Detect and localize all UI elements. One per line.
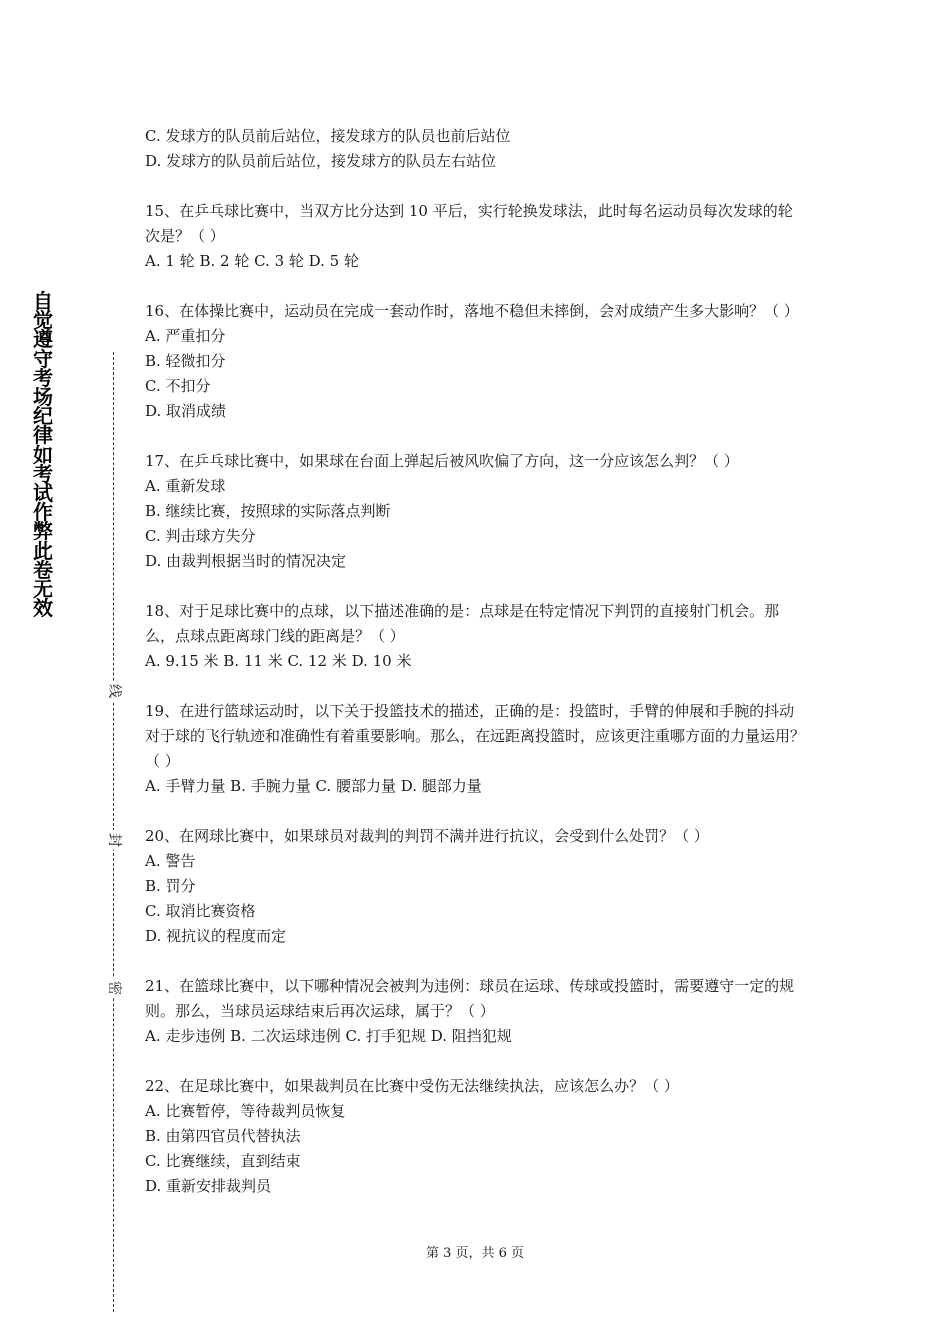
question-text: 18、对于足球比赛中的点球，以下描述准确的是：点球是在特定情况下判罚的直接射门机会。那么，点球点距离球门线的距离是？（ ） [145,602,780,645]
option-line: C. 不扣分 [145,377,211,395]
page-footer: 第 3 页，共 6 页 [425,1246,525,1261]
question-text: 20、在网球比赛中，如果球员对裁判的判罚不满并进行抗议，会受到什么处罚？（ ） [145,827,709,845]
option-line: B. 由第四官员代替执法 [145,1127,301,1145]
seal-line-char-mi: 密 [103,978,125,998]
seal-line-char-xian: 线 [103,681,125,701]
option-line: C. 发球方的队员前后站位，接发球方的队员也前后站位 [145,127,511,145]
option-line: D. 发球方的队员前后站位，接发球方的队员左右站位 [145,152,497,170]
question-16 [145,299,805,424]
question-21 [145,974,805,1049]
question-19 [145,699,805,799]
option-line: A. 手臂力量 B. 手腕力量 C. 腰部力量 D. 腿部力量 [145,777,482,795]
option-line: C. 判击球方失分 [145,527,256,545]
option-line: B. 罚分 [145,877,196,895]
question-text: 21、在篮球比赛中，以下哪种情况会被判为违例：球员在运球、传球或投篮时，需要遵守一定的规则。那么，当球员运球结束后再次运球，属于？（ ） [145,977,795,1020]
option-line: A. 走步违例 B. 二次运球违例 C. 打手犯规 D. 阻挡犯规 [145,1027,512,1045]
option-line: C. 取消比赛资格 [145,902,256,920]
previous-question-options [145,124,805,174]
question-22 [145,1074,805,1199]
question-text: 15、在乒乓球比赛中，当双方比分达到 10 平后，实行轮换发球法，此时每名运动员每次发球的轮次是？（ ） [145,202,793,245]
option-line: B. 轻微扣分 [145,352,226,370]
question-17 [145,449,805,574]
option-line: A. 比赛暂停，等待裁判员恢复 [145,1102,346,1120]
question-18 [145,599,805,674]
question-text: 16、在体操比赛中，运动员在完成一套动作时，落地不稳但未摔倒，会对成绩产生多大影响？（ ） [145,302,799,320]
question-text: 17、在乒乓球比赛中，如果球在台面上弹起后被风吹偏了方向，这一分应该怎么判？（ ） [145,452,739,470]
option-line: A. 重新发球 [145,477,226,495]
option-line: D. 视抗议的程度而定 [145,927,287,945]
option-line: B. 继续比赛，按照球的实际落点判断 [145,502,391,520]
option-line: D. 取消成绩 [145,402,227,420]
exam-discipline-notice: 自觉遵守考场纪律如考试作弊此卷无效 [33,289,53,621]
option-line: D. 由裁判根据当时的情况决定 [145,552,347,570]
option-line: A. 严重扣分 [145,327,226,345]
question-text: 19、在进行篮球运动时，以下关于投篮技术的描述，正确的是：投篮时，手臂的伸展和手腕的抖动对于球的飞行轨迹和准确性有着重要影响。那么，在远距离投篮时，应该更注重哪方面的力量运用？（ ） [145,702,806,770]
option-line: A. 1 轮 B. 2 轮 C. 3 轮 D. 5 轮 [145,252,359,270]
option-line: C. 比赛继续，直到结束 [145,1152,301,1170]
option-line: A. 警告 [145,852,196,870]
question-20 [145,824,805,949]
question-15 [145,199,805,274]
option-line: D. 重新安排裁判员 [145,1177,272,1195]
option-line: A. 9.15 米 B. 11 米 C. 12 米 D. 10 米 [145,652,412,670]
seal-line-char-feng: 封 [103,830,125,850]
question-text: 22、在足球比赛中，如果裁判员在比赛中受伤无法继续执法，应该怎么办？（ ） [145,1077,679,1095]
exam-content [145,124,805,1199]
